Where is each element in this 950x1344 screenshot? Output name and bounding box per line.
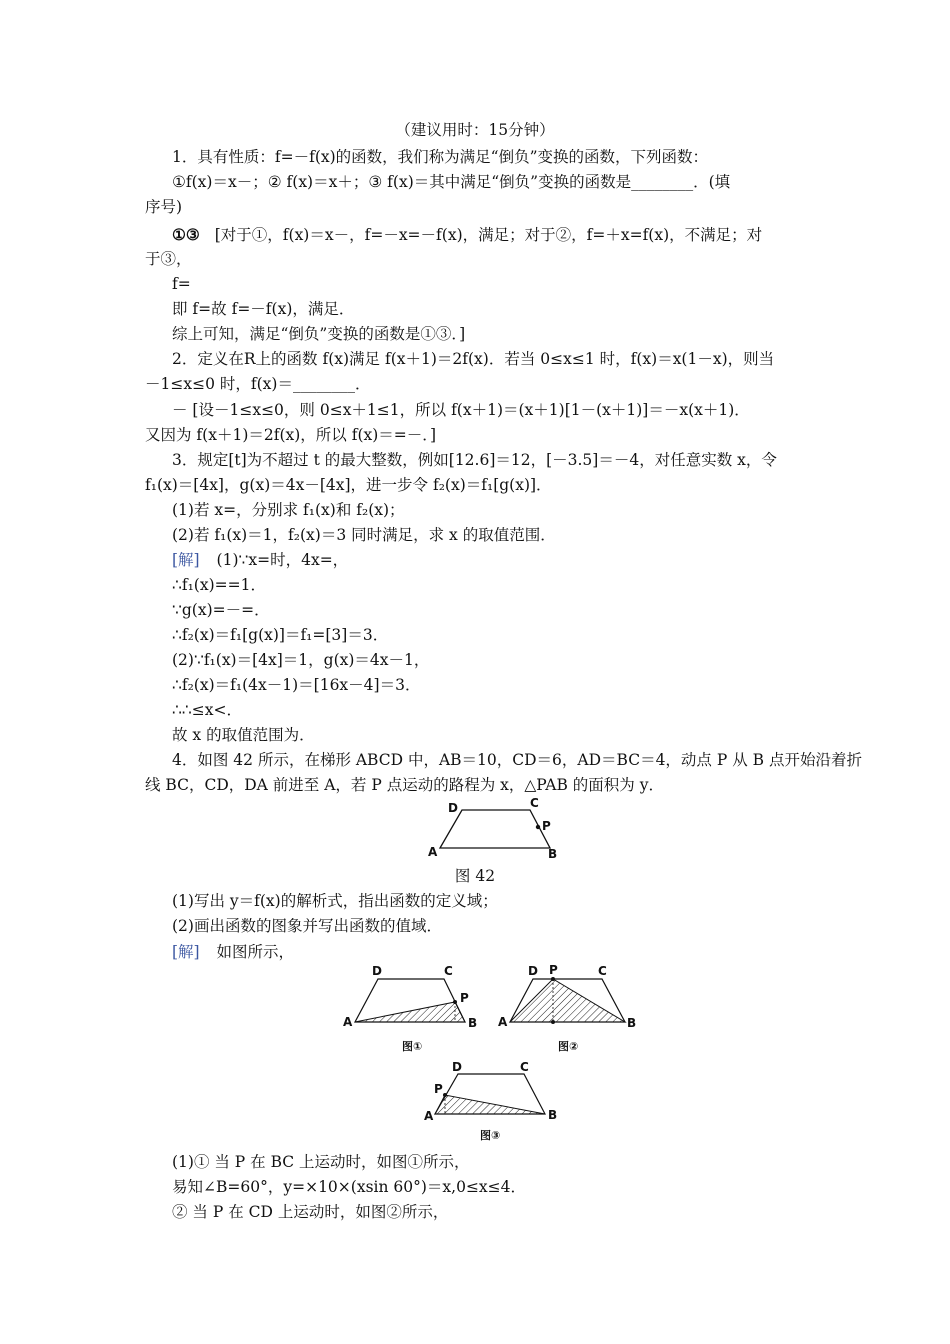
point-p-dot bbox=[536, 825, 540, 829]
fig42-label-c: C bbox=[530, 798, 539, 810]
q3-solution-tag: [解] bbox=[172, 551, 200, 569]
fig3-label-d: D bbox=[452, 1060, 462, 1074]
q4-part-2: (2)画出函数的图象并写出函数的值域． bbox=[172, 917, 442, 935]
q1-analysis-3: f= bbox=[172, 275, 191, 293]
q3-part-2: (2)若 f₁(x)＝1，f₂(x)＝3 同时满足，求 x 的取值范围． bbox=[172, 526, 556, 544]
fig2-label-b: B bbox=[627, 1016, 637, 1030]
q4-solution-0: 如图所示， bbox=[216, 943, 295, 961]
fig2-label-d: D bbox=[528, 964, 538, 978]
q1-analysis-4: 即 f=故 f=－f(x)，满足． bbox=[172, 300, 355, 318]
figure-1-group bbox=[343, 964, 477, 1053]
fig2-label-p: P bbox=[549, 963, 558, 977]
q2-line-2: －1≤x≤0 时，f(x)＝________． bbox=[145, 375, 371, 393]
fig1-caption: 图① bbox=[402, 1040, 423, 1053]
q3-solution-5: (2)∵f₁(x)＝[4x]＝1，g(x)＝4x－1， bbox=[172, 651, 430, 669]
q1-line-2: ①f(x)＝x－；② f(x)＝x＋；③ f(x)＝其中满足“倒负”变换的函数是________．(填 bbox=[172, 173, 731, 191]
fig2-label-c: C bbox=[598, 964, 607, 978]
fig1-label-p: P bbox=[460, 991, 469, 1005]
fig1-label-a: A bbox=[343, 1015, 353, 1029]
q3-solution-8: 故 x 的取值范围为． bbox=[172, 726, 315, 744]
fig42-label-b: B bbox=[548, 847, 558, 860]
q4-solution-1: (1)① 当 P 在 BC 上运动时，如图①所示， bbox=[172, 1153, 470, 1171]
trapezoid-abcd bbox=[440, 810, 550, 848]
trapezoid-figure-42 bbox=[420, 798, 570, 860]
q4-part-1: (1)写出 y＝f(x)的解析式，指出函数的定义域； bbox=[172, 892, 498, 910]
fig3-label-p: P bbox=[434, 1082, 443, 1096]
q3-line-1: 3．规定[t]为不超过 t 的最大整数，例如[12.6]＝12，[－3.5]＝－4，对任意实数 x，令 bbox=[172, 451, 777, 469]
q4-line-2: 线 BC，CD，DA 前进至 A，若 P 点运动的路程为 x，△PAB 的面积为 y． bbox=[145, 776, 664, 794]
solution-figures-row-2 bbox=[420, 1060, 570, 1144]
fig2-label-a: A bbox=[498, 1015, 508, 1029]
q1-answer-line bbox=[172, 222, 842, 248]
q3-solution-1: (1)∵x=时，4x=， bbox=[216, 551, 349, 569]
q3-part-1: (1)若 x=，分别求 f₁(x)和 f₂(x)； bbox=[172, 501, 405, 519]
fig1-point-p bbox=[453, 1000, 457, 1004]
fig2-triangle-pab bbox=[510, 979, 625, 1022]
q1-analysis-5: 综上可知，满足“倒负”变换的函数是①③．] bbox=[172, 325, 466, 343]
fig3-label-a: A bbox=[424, 1109, 434, 1123]
fig3-triangle-pab bbox=[435, 1095, 545, 1114]
figure-2-group bbox=[498, 963, 636, 1053]
fig42-label-d: D bbox=[448, 801, 458, 815]
solution-figures-row-1 bbox=[340, 962, 640, 1054]
fig2-caption: 图② bbox=[558, 1040, 579, 1053]
q2-analysis-1: － [设－1≤x≤0，则 0≤x＋1≤1，所以 f(x＋1)＝(x＋1)[1－(x＋1)]＝－x(x＋1)． bbox=[172, 401, 750, 419]
q4-solution-2: 易知∠B=60°，y=×10×(xsin 60°)＝x,0≤x≤4． bbox=[172, 1178, 527, 1196]
fig1-label-c: C bbox=[444, 964, 453, 978]
q3-solution-line-1 bbox=[172, 548, 842, 573]
q3-solution-3: ∵g(x)=－=． bbox=[172, 601, 270, 619]
fig42-caption: 图 42 bbox=[454, 867, 496, 885]
fig3-label-c: C bbox=[520, 1060, 529, 1074]
q3-solution-6: ∴f₂(x)＝f₁(4x－1)＝[16x－4]＝3． bbox=[172, 676, 421, 694]
suggested-time-header: （建议用时：15分钟） bbox=[395, 121, 555, 139]
figure-3-group bbox=[424, 1060, 557, 1142]
q1-analysis-2: 于③， bbox=[145, 250, 192, 268]
fig1-triangle-pab bbox=[355, 1002, 465, 1022]
q4-solution-tag: [解] bbox=[172, 943, 200, 961]
q2-line-1: 2．定义在R上的函数 f(x)满足 f(x＋1)＝2f(x)．若当 0≤x≤1 时，f(x)＝x(1－x)，则当 bbox=[172, 350, 775, 368]
q1-analysis-1: [对于①，f(x)＝x－，f=－x=－f(x)，满足；对于②，f=＋x=f(x)，不满足；对 bbox=[214, 226, 763, 244]
q4-line-1: 4．如图 42 所示，在梯形 ABCD 中，AB＝10，CD＝6，AD＝BC＝4，动点 P 从 B 点开始沿着折 bbox=[172, 751, 862, 769]
fig2-point-p bbox=[551, 977, 555, 981]
q1-line-3: 序号) bbox=[145, 198, 183, 216]
q3-solution-4: ∴f₂(x)＝f₁[g(x)]＝f₁=[3]＝3． bbox=[172, 626, 389, 644]
fig3-point-p bbox=[443, 1093, 447, 1097]
q3-line-2: f₁(x)＝[4x]，g(x)＝4x－[4x]，进一步令 f₂(x)＝f₁[g(x)]． bbox=[145, 476, 552, 494]
fig42-label-a: A bbox=[428, 845, 438, 859]
fig1-label-b: B bbox=[468, 1016, 478, 1030]
q1-line-1: 1．具有性质：f=－f(x)的函数，我们称为满足“倒负”变换的函数，下列函数： bbox=[172, 148, 709, 166]
q3-solution-2: ∴f₁(x)==1． bbox=[172, 576, 266, 594]
fig1-label-d: D bbox=[372, 964, 382, 978]
fig42-label-p: P bbox=[542, 819, 551, 833]
fig3-label-b: B bbox=[548, 1108, 558, 1122]
fig2-foot-point bbox=[551, 1020, 555, 1024]
q1-answer: ①③ bbox=[172, 225, 200, 244]
q3-solution-7: ∴∴≤x<． bbox=[172, 701, 242, 719]
q2-analysis-2: 又因为 f(x＋1)＝2f(x)，所以 f(x)＝=－．] bbox=[145, 426, 437, 444]
fig3-caption: 图③ bbox=[480, 1129, 501, 1142]
q4-solution-3: ② 当 P 在 CD 上运动时，如图②所示， bbox=[172, 1203, 449, 1221]
